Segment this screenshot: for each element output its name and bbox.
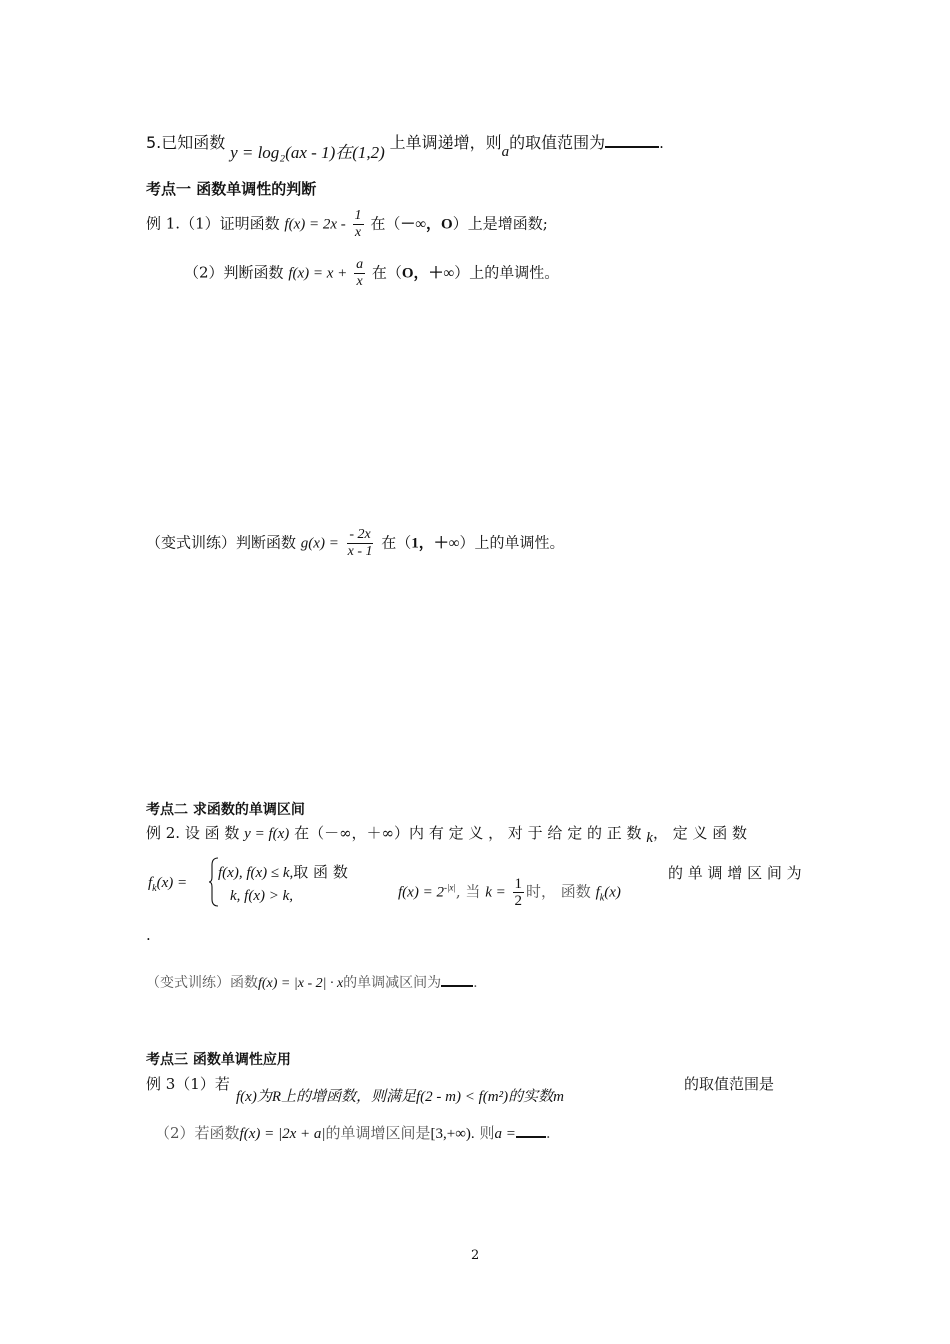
var1-label: （变式训练）判断函数 xyxy=(146,533,297,552)
ex1-f: f(x) = 2x - xyxy=(284,216,346,233)
ex1-frac-den: x xyxy=(354,225,362,240)
q5-middle: 上单调递增，则 xyxy=(389,133,502,152)
ex1-interval: －∞，O xyxy=(400,216,453,233)
var2-formula: f(x) = |x - 2| · x xyxy=(258,976,344,991)
ex3b-line xyxy=(155,1122,551,1143)
ex3b-end: . xyxy=(545,1124,551,1142)
ex2-dot: . xyxy=(146,926,151,944)
ex3b-formula: f(x) = |2x + a| xyxy=(239,1126,326,1142)
ex2-case1 xyxy=(218,861,348,882)
ex2-text2: ， 定 义 函 数 xyxy=(652,824,748,842)
ex1-mid: 在（ xyxy=(370,214,401,233)
ex3-formula-line xyxy=(236,1085,564,1106)
section1-title: 考点一 函数单调性的判断 xyxy=(146,180,317,198)
ex2-fk: f xyxy=(148,875,153,891)
ex3-line xyxy=(146,1073,230,1094)
ex3b-a-eq: a = xyxy=(494,1126,516,1142)
ex1-line xyxy=(146,208,548,241)
ex3b-interval: [3,+∞). xyxy=(430,1126,475,1142)
ex2-half xyxy=(513,876,525,909)
q5-line xyxy=(146,128,664,162)
var1-line xyxy=(146,527,565,560)
q5-end: . xyxy=(659,134,664,152)
ex1b-line xyxy=(184,257,559,290)
q5-var: a xyxy=(501,144,510,160)
var1-frac-den: x - 1 xyxy=(347,544,373,559)
ex2-fk-sub: k xyxy=(152,883,157,894)
ex2-f-exp: -|x| xyxy=(443,882,456,893)
ex1b-label: （2）判断函数 xyxy=(184,263,284,282)
ex2-label: 例 2. 设 函 数 xyxy=(146,824,240,842)
ex3-label: 例 3（1）若 xyxy=(146,1075,230,1093)
ex2-when-end: 时， 函数 xyxy=(526,882,591,901)
q5-blank xyxy=(605,146,659,148)
ex2-fk2-sub: k xyxy=(599,892,605,904)
ex3b-label: （2）若函数 xyxy=(155,1124,240,1142)
q5-formula: y = log₂(ax - 1)在(1,2) xyxy=(230,143,385,162)
ex2-case2 xyxy=(230,886,293,905)
var1-mid: 在（ xyxy=(381,533,412,552)
var1-g: g(x) = xyxy=(300,535,339,552)
ex1b-interval: O，＋∞ xyxy=(401,265,455,282)
ex3b-then: 则 xyxy=(479,1124,495,1142)
ex2-k-eq: k = xyxy=(485,884,506,901)
var1-fraction xyxy=(346,527,375,560)
section2-title: 考点二 求函数的单调区间 xyxy=(146,802,305,818)
ex1-frac-num: 1 xyxy=(354,208,362,223)
ex2-fk-rest: (x) = xyxy=(156,875,188,891)
q5-suffix: 的取值范围为 xyxy=(509,133,606,152)
ex1b-frac-den: x xyxy=(356,274,363,289)
var2-label: （变式训练）函数 xyxy=(146,975,258,991)
q5-prefix: 5.已知函数 xyxy=(146,133,226,152)
ex2-line1 xyxy=(146,822,748,846)
ex2-case1-tail: 取 函 数 xyxy=(293,863,348,881)
ex2-text1: 在（－∞，＋∞）内 有 定 义 ， 对 于 给 定 的 正 数 xyxy=(294,824,642,842)
ex2-f-def: f(x) = 2 xyxy=(398,884,444,901)
ex2-fk-def xyxy=(148,873,187,894)
ex2-half-den: 2 xyxy=(514,893,523,909)
ex1-label: 例 1.（1）证明函数 xyxy=(146,214,280,233)
ex2-case1-expr: f(x), f(x) ≤ k, xyxy=(218,865,294,881)
ex1b-fraction xyxy=(354,257,365,290)
ex1b-mid: 在（ xyxy=(371,263,402,282)
ex3b-blank xyxy=(516,1136,546,1138)
ex2-k: k xyxy=(646,830,653,846)
ex1b-frac-num: a xyxy=(356,257,364,272)
var2-end: . xyxy=(473,975,478,991)
ex1-fraction xyxy=(353,208,364,241)
ex2-when: , 当 xyxy=(455,882,481,901)
ex1b-f: f(x) = x + xyxy=(288,265,348,282)
ex2-fdef xyxy=(398,876,621,909)
var1-end: ）上的单调性。 xyxy=(459,533,565,552)
ex3-part1: f(x)为R上的增函数，则满足f(2 - m) < f(m²)的实数m xyxy=(236,1089,564,1105)
section3-title: 考点三 函数单调性应用 xyxy=(146,1052,291,1068)
var2-blank xyxy=(441,985,473,987)
ex1b-end: ）上的单调性。 xyxy=(454,263,560,282)
var1-frac-num: - 2x xyxy=(349,527,371,542)
var2-suffix: 的单调减区间为 xyxy=(343,975,442,991)
ex3b-mid: 的单调增区间是 xyxy=(325,1124,431,1142)
ex2-tail: 的 单 调 增 区 间 为 xyxy=(668,864,802,882)
ex1-end: ）上是增函数; xyxy=(452,214,548,233)
ex2-case2-expr: k, f(x) > k, xyxy=(230,888,294,904)
ex2-fk2-rest: (x) xyxy=(604,884,621,901)
ex3-tail: 的取值范围是 xyxy=(684,1075,775,1093)
var1-interval: 1，＋∞ xyxy=(411,535,460,552)
ex2-fk2: f xyxy=(595,884,600,901)
ex2-y: y = f(x) xyxy=(244,826,290,842)
page-number: 2 xyxy=(471,1248,480,1263)
ex2-half-num: 1 xyxy=(514,876,523,892)
var2-line xyxy=(146,972,478,992)
